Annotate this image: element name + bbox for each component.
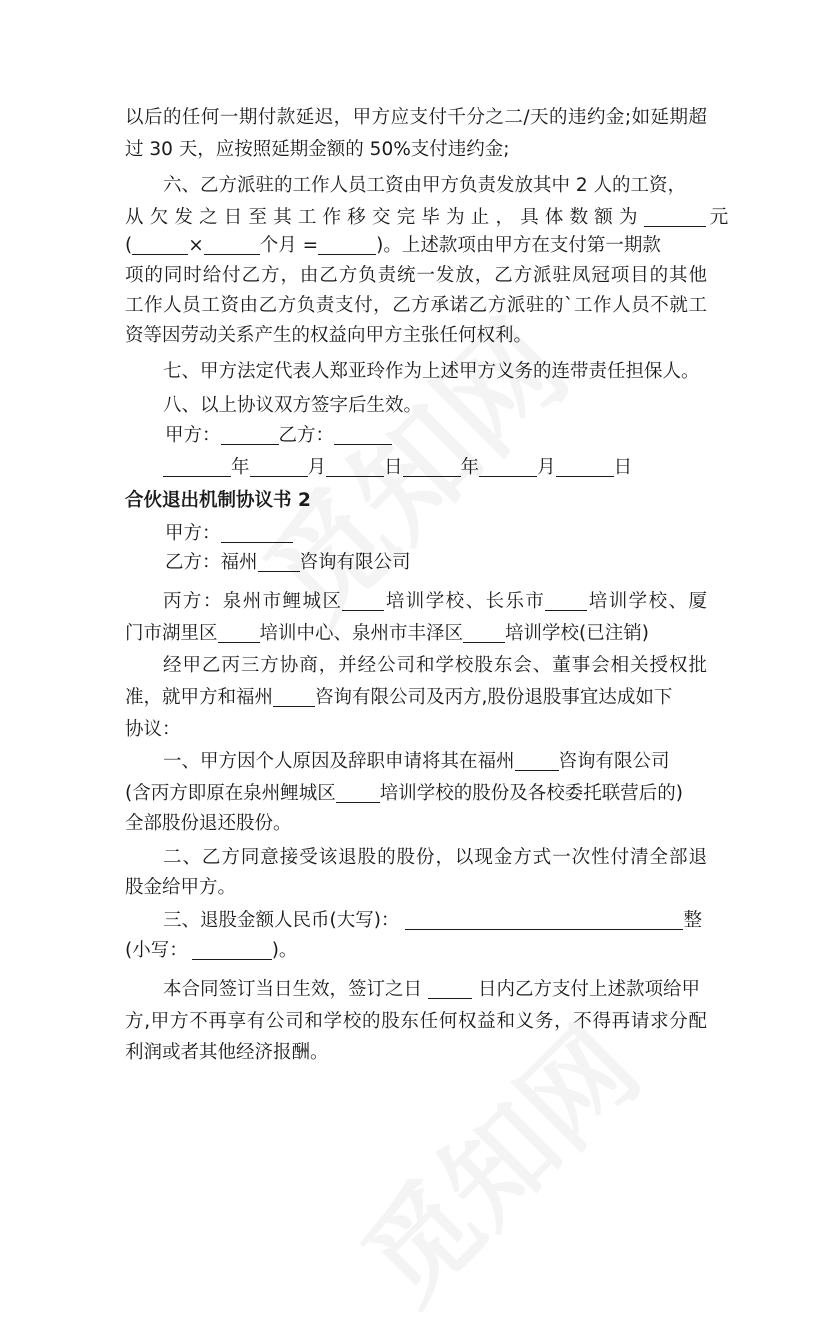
party-b-signature-field [334,424,392,445]
clause-6-line: 工作人员工资由乙方负责支付，乙方承诺乙方派驻的`工作人员不就工 [125,295,707,316]
blank-field [204,234,260,255]
closing-line [125,975,707,1005]
party-b-label: 乙方： [278,425,335,446]
blank-field [318,234,376,255]
article-2-line: 二、乙方同意接受该退股的股份，以现金方式一次性付清全部退 [163,847,707,868]
text: 门市湖里区 [125,623,218,644]
text: 培训学校、长乐市 [384,591,546,612]
text: 甲方： [165,523,221,544]
paragraph-line: 以后的任何一期付款延迟，甲方应支付千分之二/天的违约金;如延期超 [125,107,707,128]
party-a-line [125,519,747,549]
text: 日 [384,457,403,478]
text: 年 [460,457,480,478]
clause-8: 八、以上协议双方签字后生效。 [163,395,423,416]
text: 咨询有限公司及丙方,股份退股事宜达成如下 [315,687,673,708]
preamble-line [125,683,707,713]
clause-6-line: 六、乙方派驻的工作人员工资由甲方负责发放其中 2 人的工资， [163,175,687,196]
blank-field [273,686,315,707]
paragraph-line: 过 30 天，应按照延期金额的 50%支付违约金; [125,139,510,160]
month-field [250,456,308,477]
text: (小写： [125,940,188,961]
article-2-line: 股金给甲方。 [125,877,237,898]
closing-line: 利润或者其他经济报酬。 [125,1042,329,1063]
article-1-line [125,747,707,777]
text: 日内乙方支付上述款项给甲 [478,979,701,1000]
article-1-line: 全部股份退还股份。 [125,813,292,834]
party-b-line [125,548,747,578]
text: 年 [231,457,250,478]
text: 整 [683,910,702,931]
year-field [403,456,461,477]
clause-6-line: 资等因劳动关系产生的权益向甲方主张任何权利。 [125,325,533,346]
text: )。上述款项由甲方在支付第一期款 [376,235,661,256]
text: 培训学校、厦 [587,591,707,612]
text: 日 [613,457,633,478]
document-title: 合伙退出机制协议书 2 [125,490,311,511]
blank-field [218,622,260,643]
text: ( [125,235,133,256]
preamble-line: 经甲乙丙三方协商，并经公司和学校股东会、董事会相关授权批 [163,655,707,676]
year-field [163,456,231,477]
text: 元 [709,207,729,228]
text: 个月 = [259,235,319,256]
text: (含丙方即原在泉州鲤城区 [125,783,336,804]
text: 乙方：福州 [165,552,258,573]
clause-7: 七、甲方法定代表人郑亚玲作为上述甲方义务的连带责任担保人。 [163,361,700,382]
signature-line [125,421,747,451]
preamble-line: 协议： [125,719,181,740]
text: 三、退股金额人民币(大写)： [163,910,400,931]
party-c-line [125,619,707,649]
amount-number-field [192,939,272,960]
blank-field [336,782,380,803]
text: 培训学校的股份及各校委托联营后的) [379,783,683,804]
article-3-line [125,906,707,936]
text: 咨询有限公司 [299,552,411,573]
blank-field [428,978,472,999]
clause-6-line: 项的同时给付乙方，由乙方负责统一发放，乙方派驻凤冠项目的其他 [125,265,707,286]
text: 培训中心、泉州市丰泽区 [259,623,464,644]
clause-6-line [125,203,729,233]
day-field [556,456,614,477]
day-field [326,456,384,477]
party-c-line [125,587,707,617]
text: 准，就甲方和福州 [125,687,274,708]
text: 从欠发之日至其工作移交完毕为止，具体数额为 [125,207,644,228]
amount-words-field [405,909,683,930]
date-line [125,453,745,483]
blank-field [342,590,384,611]
clause-6-line [125,231,707,261]
blank-field [221,522,293,543]
blank-field [644,206,706,227]
text: 培训学校(已注销) [505,623,649,644]
party-a-signature-field [221,424,279,445]
closing-line: 方,甲方不再享有公司和学校的股东任何权益和义务，不得再请求分配 [125,1011,707,1032]
article-3-line [125,936,707,966]
blank-field [258,551,300,572]
month-field [479,456,537,477]
text: × [188,235,204,256]
text: 一、甲方因个人原因及辞职申请将其在福州 [163,751,515,772]
text: 咨询有限公司 [558,751,670,772]
text: 月 [537,457,556,478]
blank-field [545,590,587,611]
text: 月 [307,457,327,478]
party-a-label: 甲方： [165,425,221,446]
blank-field [463,622,505,643]
text: 丙方：泉州市鲤城区 [163,591,343,612]
blank-field [515,750,559,771]
blank-field [132,234,188,255]
text: 本合同签订当日生效，签订之日 [163,979,423,1000]
text: )。 [271,940,298,961]
article-1-line [125,779,707,809]
